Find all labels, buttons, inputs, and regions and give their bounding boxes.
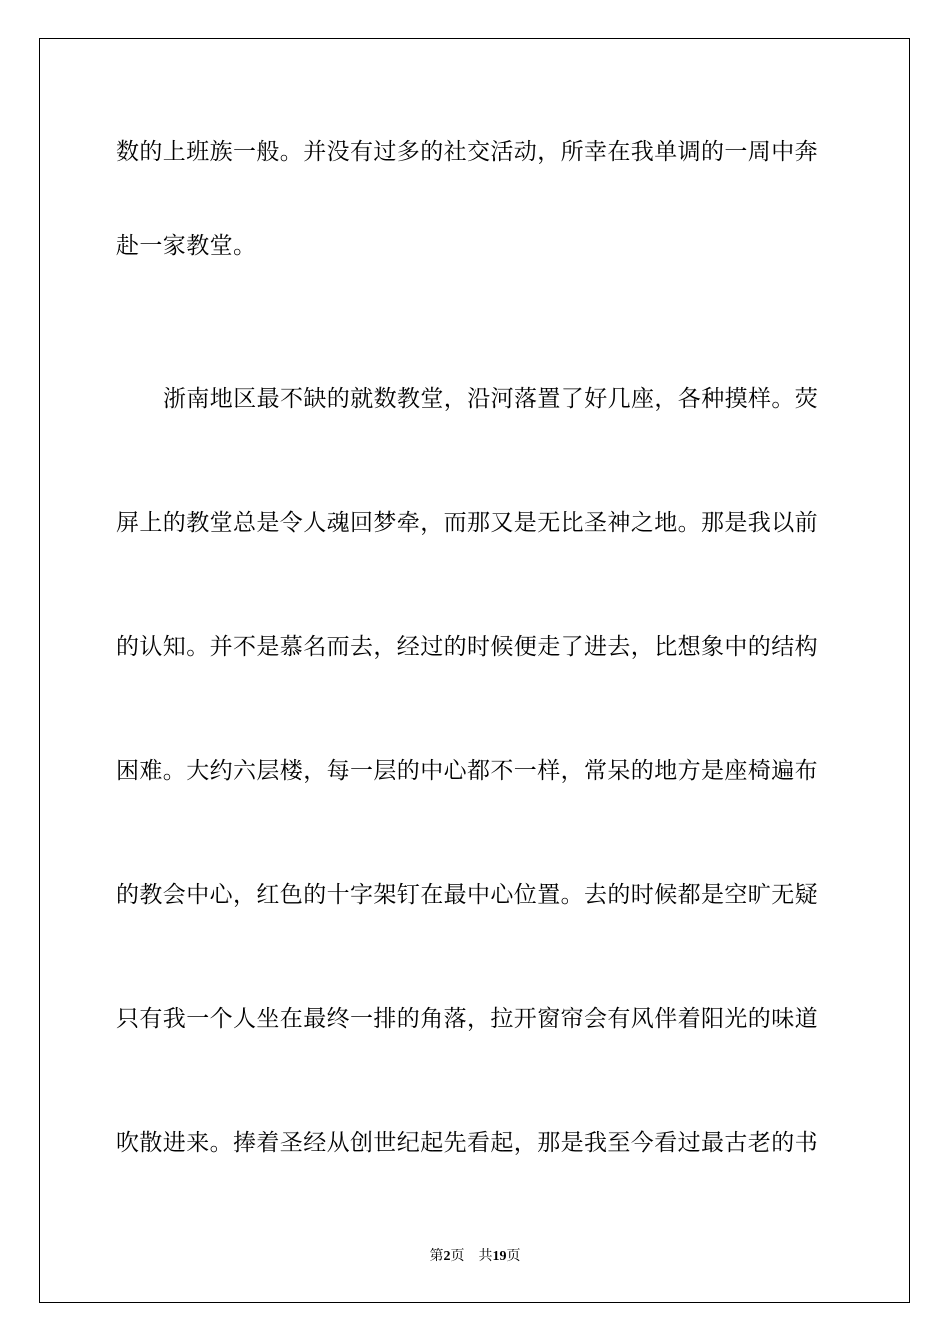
page-footer: [0, 1247, 950, 1266]
text-line: 数的上班族一般。并没有过多的社交活动，所幸在我单调的一周中奔: [116, 139, 818, 165]
total-prefix: 共: [478, 1248, 493, 1264]
text-line: 困难。大约六层楼，每一层的中心都不一样，常呆的地方是座椅遍布: [116, 758, 818, 784]
paragraph-start-line: 浙南地区最不缺的就数教堂，沿河落置了好几座，各种摸样。荧: [163, 386, 819, 412]
text-line: 屏上的教堂总是令人魂回梦牵，而那又是无比圣神之地。那是我以前: [116, 510, 818, 536]
total-pages: 19: [492, 1249, 507, 1264]
text-line: 的认知。并不是慕名而去，经过的时候便走了进去，比想象中的结构: [116, 634, 818, 660]
text-line: 赴一家教堂。: [116, 233, 257, 259]
text-line: 吹散进来。捧着圣经从创世纪起先看起，那是我至今看过最古老的书: [116, 1130, 818, 1156]
text-line: 只有我一个人坐在最终一排的角落，拉开窗帘会有风伴着阳光的味道: [116, 1006, 818, 1032]
page-suffix: 页: [450, 1248, 465, 1264]
total-suffix: 页: [506, 1248, 521, 1264]
page-prefix: 第: [429, 1248, 444, 1264]
page-border: [39, 38, 910, 1303]
text-line: 的教会中心，红色的十字架钉在最中心位置。去的时候都是空旷无疑: [116, 882, 818, 908]
page-number: 2: [443, 1249, 451, 1264]
